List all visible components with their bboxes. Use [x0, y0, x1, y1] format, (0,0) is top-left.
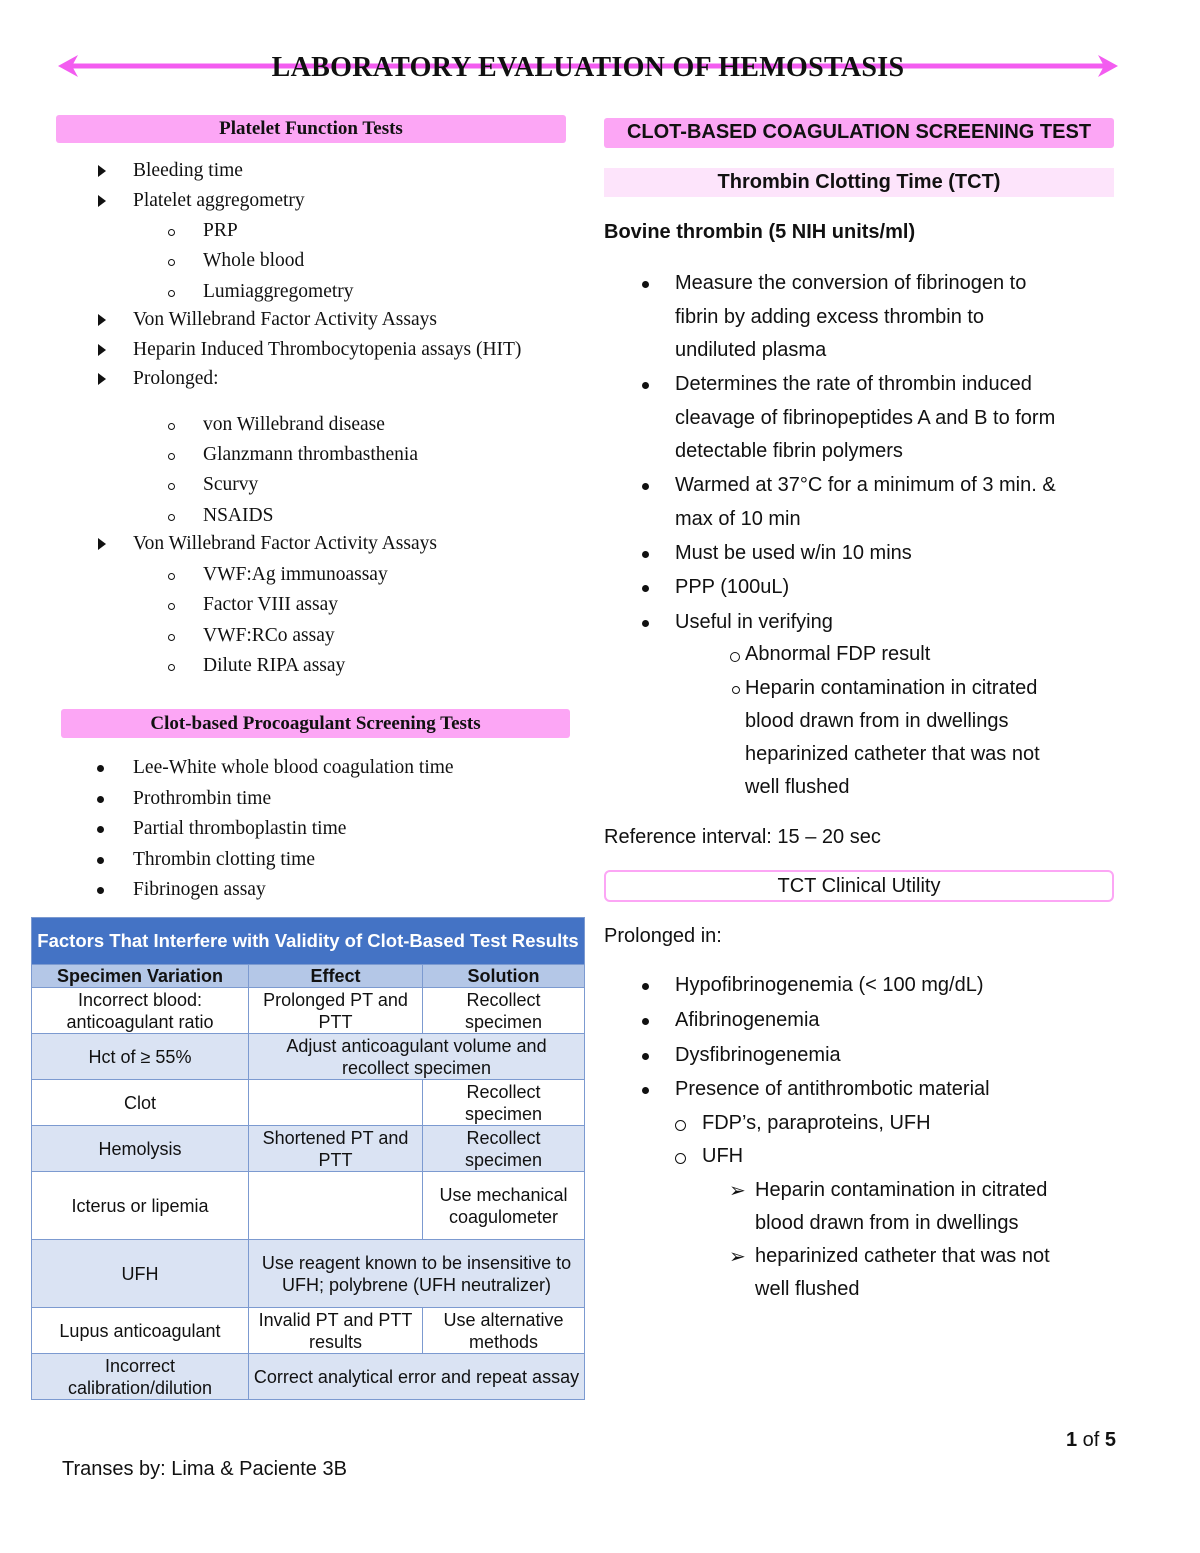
prolonged-item: Afibrinogenemia [675, 1009, 820, 1031]
arrow-bullet-icon: ➢ [729, 1244, 746, 1268]
triangle-bullet-icon [98, 373, 106, 385]
procoag-heading [61, 709, 570, 738]
factors-table [31, 917, 585, 1400]
prolonged-label: Prolonged in: [604, 925, 722, 947]
procoag-item-text: Partial thromboplastin time [133, 818, 347, 839]
table-row [32, 1240, 585, 1308]
credit: Transes by: Lima & Paciente 3B [62, 1458, 347, 1480]
triangle-bullet-icon [98, 165, 106, 177]
cell-effect-solution: Use reagent known to be insensitive to UFH; polybrene (UFH neutralizer) [249, 1240, 585, 1308]
circle-bullet-icon [168, 290, 175, 297]
page-number [1066, 1429, 1116, 1452]
triangle-bullet-icon [98, 344, 106, 356]
prolonged-item: Presence of antithrombotic material [675, 1078, 990, 1100]
arrow-item-text: well flushed [755, 1278, 860, 1300]
tct-bullet-text: cleavage of fibrinopeptides A and B to form [675, 406, 1056, 429]
table-title-row [32, 918, 585, 965]
bullet-dot-icon [642, 1087, 649, 1094]
circle-bullet-icon [168, 514, 175, 521]
cell-effect: Shortened PT and PTT [249, 1126, 423, 1172]
table-header-row [32, 965, 585, 988]
bullet-dot-icon [97, 857, 104, 864]
platelet-item-text: Whole blood [203, 250, 305, 271]
cell-variation: Icterus or lipemia [32, 1172, 249, 1240]
triangle-bullet-icon [98, 538, 106, 550]
circle-bullet-icon [168, 603, 175, 610]
bullet-dot-icon [642, 983, 649, 990]
cell-variation: Clot [32, 1080, 249, 1126]
page-total: 5 [1104, 1429, 1117, 1451]
platelet-heading-text: Platelet Function Tests [219, 118, 403, 139]
table-row [32, 1080, 585, 1126]
circle-bullet-icon [168, 573, 175, 580]
table-row [32, 1172, 585, 1240]
circle-bullet-icon [168, 259, 175, 266]
cell-solution: Recollect specimen [423, 1126, 585, 1172]
circle-bullet-icon [168, 664, 175, 671]
triangle-bullet-icon [98, 314, 106, 326]
prolonged-item: Dysfibrinogenemia [675, 1044, 841, 1066]
cell-effect-solution: Correct analytical error and repeat assay [249, 1354, 585, 1400]
cell-effect-solution: Adjust anticoagulant volume and recollect specimen [249, 1034, 585, 1080]
utility-heading-text: TCT Clinical Utility [777, 875, 941, 897]
platelet-item-text: Von Willebrand Factor Activity Assays [133, 533, 437, 554]
tct-bullet-text: Determines the rate of thrombin induced [675, 373, 1032, 395]
table-row [32, 1126, 585, 1172]
circle-bullet-icon [675, 1153, 686, 1164]
circle-bullet-icon [732, 686, 740, 694]
cell-solution: Use alternative methods [423, 1308, 585, 1354]
tct-bullet-text: max of 10 min [675, 507, 801, 530]
platelet-item-text: NSAIDS [203, 505, 274, 526]
prolonged-item: Hypofibrinogenemia (< 100 mg/dL) [675, 974, 984, 996]
column-header: Solution [423, 965, 585, 988]
page-title: LABORATORY EVALUATION OF HEMOSTASIS [271, 52, 905, 83]
procoag-item-text: Thrombin clotting time [133, 849, 315, 870]
page-current: 1 [1066, 1429, 1078, 1451]
tct-bullet-text: Must be used w/in 10 mins [675, 542, 912, 564]
platelet-item-text: VWF:Ag immunoassay [203, 564, 388, 585]
cell-effect [249, 1172, 423, 1240]
tct-bullet-text: undiluted plasma [675, 339, 827, 361]
platelet-item-text: Lumiaggregometry [203, 281, 354, 302]
platelet-item-text: Von Willebrand Factor Activity Assays [133, 309, 437, 330]
column-header: Specimen Variation [32, 965, 249, 988]
table-row [32, 1354, 585, 1400]
arrow-item-text: Heparin contamination in citrated [755, 1179, 1048, 1201]
platelet-item-text: von Willebrand disease [203, 414, 385, 435]
table-row [32, 1034, 585, 1080]
platelet-item-text: VWF:RCo assay [203, 625, 335, 646]
reagent: Bovine thrombin (5 NIH units/ml) [604, 221, 916, 243]
platelet-item-text: Prolonged: [133, 368, 219, 389]
tct-bullet-text: fibrin by adding excess thrombin to [675, 305, 985, 328]
tct-bullet-text: detectable fibrin polymers [675, 440, 903, 462]
platelet-item-text: Platelet aggregometry [133, 190, 305, 211]
verifying-text: heparinized catheter that was not [745, 743, 1040, 765]
triangle-bullet-icon [98, 195, 106, 207]
cell-effect: Prolonged PT and PTT [249, 988, 423, 1034]
bullet-dot-icon [642, 1018, 649, 1025]
circle-bullet-icon [675, 1120, 686, 1131]
bullet-dot-icon [642, 551, 649, 558]
circle-bullet-icon [168, 483, 175, 490]
tct-heading-text: Thrombin Clotting Time (TCT) [717, 171, 1001, 193]
cell-variation: UFH [32, 1240, 249, 1308]
platelet-item-text: PRP [203, 220, 238, 241]
column-header: Effect [249, 965, 423, 988]
cell-solution: Use mechanical coagulometer [423, 1172, 585, 1240]
bullet-dot-icon [97, 826, 104, 833]
tct-bullet-text: PPP (100uL) [675, 576, 790, 598]
table-title: Factors That Interfere with Validity of Clot-Based Test Results [32, 918, 585, 965]
platelet-item-text: Factor VIII assay [203, 594, 339, 615]
cell-solution: Recollect specimen [423, 988, 585, 1034]
arrow-item-text: blood drawn from in dwellings [755, 1212, 1019, 1234]
cell-variation: Hct of ≥ 55% [32, 1034, 249, 1080]
cell-variation: Lupus anticoagulant [32, 1308, 249, 1354]
verifying-text: well flushed [745, 776, 850, 798]
table-row [32, 1308, 585, 1354]
cell-effect [249, 1080, 423, 1126]
verifying-text: Heparin contamination in citrated [745, 677, 1038, 699]
arrow-bullet-icon: ➢ [729, 1178, 746, 1202]
prolonged-sub-item: UFH [702, 1145, 744, 1167]
circle-bullet-icon [730, 652, 740, 662]
verifying-text: Abnormal FDP result [745, 643, 931, 665]
bullet-dot-icon [642, 382, 649, 389]
bullet-dot-icon [642, 620, 649, 627]
prolonged-sub-item: FDP’s, paraproteins, UFH [702, 1112, 931, 1134]
platelet-item-text: Dilute RIPA assay [203, 655, 346, 676]
bullet-dot-icon [97, 887, 104, 894]
bullet-dot-icon [642, 585, 649, 592]
tct-bullet-text: Warmed at 37°C for a minimum of 3 min. & [675, 474, 1056, 496]
platelet-item-text: Heparin Induced Thrombocytopenia assays (HIT) [133, 339, 522, 360]
cell-variation: Incorrect calibration/dilution [32, 1354, 249, 1400]
cell-effect: Invalid PT and PTT results [249, 1308, 423, 1354]
title-bar [58, 50, 1118, 84]
section-heading-text: CLOT-BASED COAGULATION SCREENING TEST [626, 121, 1092, 143]
procoag-item-text: Lee-White whole blood coagulation time [133, 757, 454, 778]
bullet-dot-icon [97, 765, 104, 772]
reference-interval: Reference interval: 15 – 20 sec [604, 826, 881, 848]
cell-solution: Recollect specimen [423, 1080, 585, 1126]
bullet-dot-icon [642, 1053, 649, 1060]
platelet-heading [56, 115, 566, 143]
table-row [32, 988, 585, 1034]
cell-variation: Incorrect blood: anticoagulant ratio [32, 988, 249, 1034]
circle-bullet-icon [168, 423, 175, 430]
procoag-item-text: Fibrinogen assay [133, 879, 266, 900]
circle-bullet-icon [168, 229, 175, 236]
arrow-item-text: heparinized catheter that was not [755, 1245, 1050, 1267]
procoag-item-text: Prothrombin time [133, 788, 272, 809]
cell-variation: Hemolysis [32, 1126, 249, 1172]
page-of: of [1077, 1429, 1105, 1451]
bullet-dot-icon [97, 796, 104, 803]
bullet-dot-icon [642, 483, 649, 490]
tct-bullet-text: Measure the conversion of fibrinogen to [675, 272, 1027, 294]
platelet-item-text: Glanzmann thrombasthenia [203, 444, 418, 465]
tct-bullet-text: Useful in verifying [675, 611, 833, 633]
procoag-heading-text: Clot-based Procoagulant Screening Tests [150, 713, 481, 734]
circle-bullet-icon [168, 634, 175, 641]
verifying-text: blood drawn from in dwellings [745, 710, 1009, 732]
platelet-item-text: Bleeding time [133, 160, 243, 181]
platelet-item-text: Scurvy [203, 474, 259, 495]
bullet-dot-icon [642, 281, 649, 288]
circle-bullet-icon [168, 453, 175, 460]
